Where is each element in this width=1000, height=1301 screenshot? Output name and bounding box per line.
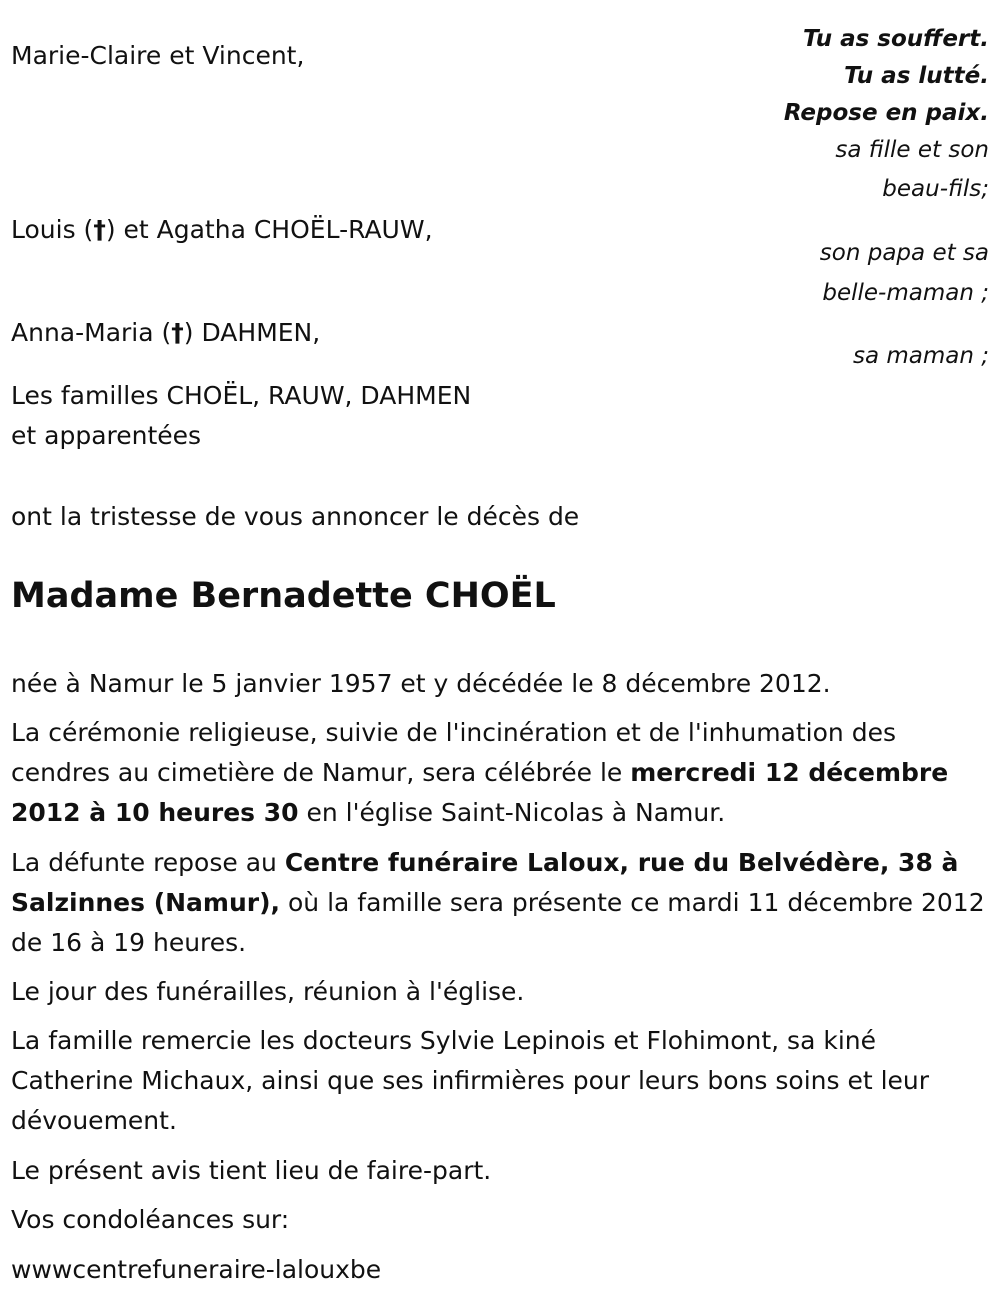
families-line-1: Les familles CHOËL, RAUW, DAHMEN <box>11 381 472 410</box>
ceremony-date: mercredi 12 décembre 2012 à 10 heures 30 <box>11 758 949 827</box>
motto-line-3: Repose en paix. <box>783 100 989 126</box>
meeting-text: Le jour des funérailles, réunion à l'église. <box>11 977 525 1006</box>
family-relation-3a: sa maman ; <box>852 343 989 369</box>
ceremony-paragraph: La cérémonie religieuse, suivie de l'incinération et de l'inhumation des cendres au cimetière de Namur, sera célébrée le mercredi 12 décembre 2012 à 10 heures 30 en l'église Saint-Nicolas à Namur. <box>11 718 949 827</box>
website-link[interactable]: wwwcentrefuneraire-lalouxbe <box>11 1255 382 1284</box>
thanks-paragraph: La famille remercie les docteurs Sylvie Lepinois et Flohimont, sa kiné Catherine Michaux, ainsi que ses infirmières pour leurs bons soins et leur dévouement. <box>11 1026 930 1135</box>
family-relation-1b: beau-fils; <box>882 176 989 202</box>
family-relation-2a: son papa et sa <box>819 240 989 266</box>
funeral-home-address: Centre funéraire Laloux, rue du Belvédère, 38 à Salzinnes (Namur), <box>11 848 959 917</box>
notice-text: Le présent avis tient lieu de faire-part. <box>11 1156 492 1185</box>
families-line-2: et apparentées <box>11 421 202 450</box>
family-name-1: Marie-Claire et Vincent, <box>11 41 305 70</box>
family-relation-2b: belle-maman ; <box>822 280 989 306</box>
cross-icon: † <box>171 318 184 347</box>
family-name-2: Louis (†) et Agatha CHOËL-RAUW, <box>11 215 433 244</box>
birth-death-text: née à Namur le 5 janvier 1957 et y décédée le 8 décembre 2012. <box>11 669 831 698</box>
family-name-3: Anna-Maria (†) DAHMEN, <box>11 318 321 347</box>
motto-line-2: Tu as lutté. <box>844 63 989 89</box>
cross-icon: † <box>93 215 106 244</box>
repose-paragraph: La défunte repose au Centre funéraire Laloux, rue du Belvédère, 38 à Salzinnes (Namur), où la famille sera présente ce mardi 11 décembre 2012 de 16 à 19 heures. <box>11 848 985 957</box>
condolences-label: Vos condoléances sur: <box>11 1205 290 1234</box>
deceased-name: Madame Bernadette CHOËL <box>11 576 556 616</box>
motto-line-1: Tu as souffert. <box>802 26 989 52</box>
family-relation-1a: sa fille et son <box>835 137 989 163</box>
announcement: ont la tristesse de vous annoncer le décès de <box>11 502 580 531</box>
